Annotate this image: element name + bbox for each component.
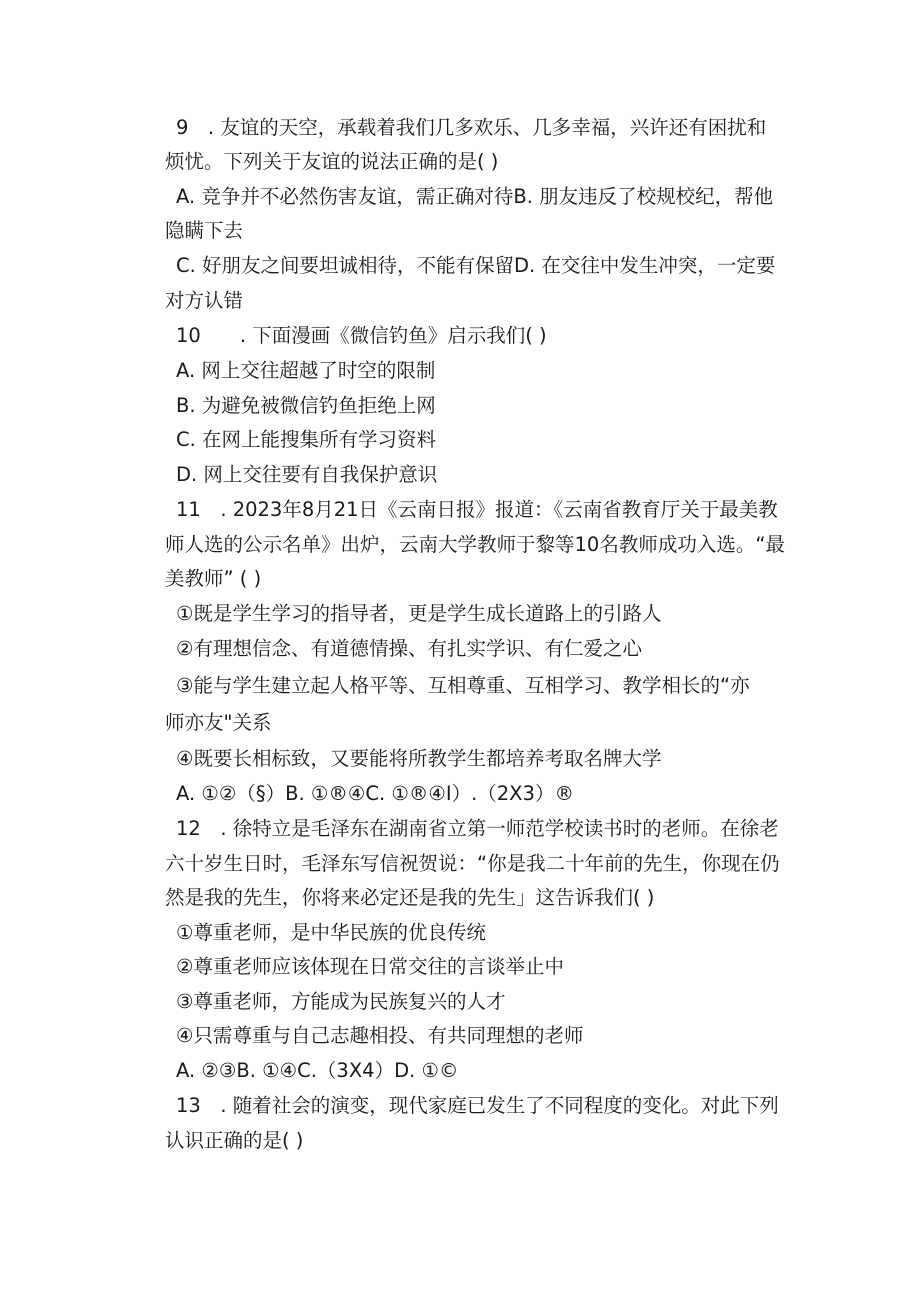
q11-stem-line3: 美教师” ( )	[165, 567, 262, 590]
q9-options-ab-line2: 隐瞒下去	[165, 219, 244, 242]
q12-options: A. ②③B. ①④C.（3X4）D. ①©	[176, 1059, 459, 1082]
q9-options-ab-line1: A. 竞争并不必然伤害友谊，需正确对待B. 朋友违反了校规校纪，帮他	[176, 185, 774, 208]
q12-item-4: ④只需尊重与自己志趣相投、有共同理想的老师	[176, 1024, 584, 1047]
q10-stem: 10 . 下面漫画《微信钓鱼》启示我们( )	[176, 324, 547, 347]
q10-option-b: B. 为避免被微信钓鱼拒绝上网	[176, 394, 436, 417]
q12-item-1: ①尊重老师，是中华民族的优良传统	[176, 921, 486, 944]
q9-options-cd-line2: 对方认错	[165, 289, 244, 312]
q10-option-c: C. 在网上能搜集所有学习资料	[176, 428, 437, 451]
q12-item-3: ③尊重老师，方能成为民族复兴的人才	[176, 990, 506, 1013]
q11-stem-line1: 11 . 2023年8月21日《云南日报》报道：《云南省教育厅关于最美教	[176, 498, 778, 521]
q12-stem-line2: 六十岁生日时，毛泽东写信祝贺说：“你是我二十年前的先生，你现在仍	[165, 852, 780, 875]
q11-item-3-line1: ③能与学生建立起人格平等、互相尊重、互相学习、教学相长的“亦	[176, 674, 750, 697]
q11-options: A. ①②（§）B. ①®④C. ①®④I）.（2X3）®	[176, 782, 574, 805]
q13-stem-line1: 13 . 随着社会的演变，现代家庭已发生了不同程度的变化。对此下列	[176, 1094, 779, 1117]
q12-item-2: ②尊重老师应该体现在日常交往的言谈举止中	[176, 955, 564, 978]
q11-item-2: ②有理想信念、有道德情操、有扎实学识、有仁爱之心	[176, 637, 642, 660]
q11-item-4: ④既要长相标致，又要能将所教学生都培养考取名牌大学	[176, 747, 662, 770]
q13-stem-line2: 认识正确的是( )	[165, 1129, 304, 1152]
q9-stem-line2: 烦忧。下列关于友谊的说法正确的是( )	[165, 150, 499, 173]
q10-option-a: A. 网上交往超越了时空的限制	[176, 359, 436, 382]
q11-stem-line2: 师人选的公示名单》出炉，云南大学教师于黎等10名教师成功入选。“最	[165, 533, 785, 556]
q12-stem-line1: 12 . 徐特立是毛泽东在湖南省立第一师范学校读书时的老师。在徐老	[176, 817, 779, 840]
q10-option-d: D. 网上交往要有自我保护意识	[176, 463, 438, 486]
q11-item-3-line2: 师亦友"关系	[165, 711, 272, 734]
q9-options-cd-line1: C. 好朋友之间要坦诚相待，不能有保留D. 在交往中发生冲突，一定要	[176, 254, 776, 277]
q9-stem-line1: 9 . 友谊的天空，承载着我们几多欢乐、几多幸福，兴许还有困扰和	[176, 116, 767, 139]
q11-item-1: ①既是学生学习的指导者，更是学生成长道路上的引路人	[176, 602, 662, 625]
q12-stem-line3: 然是我的先生，你将来必定还是我的先生」这告诉我们( )	[165, 886, 655, 909]
